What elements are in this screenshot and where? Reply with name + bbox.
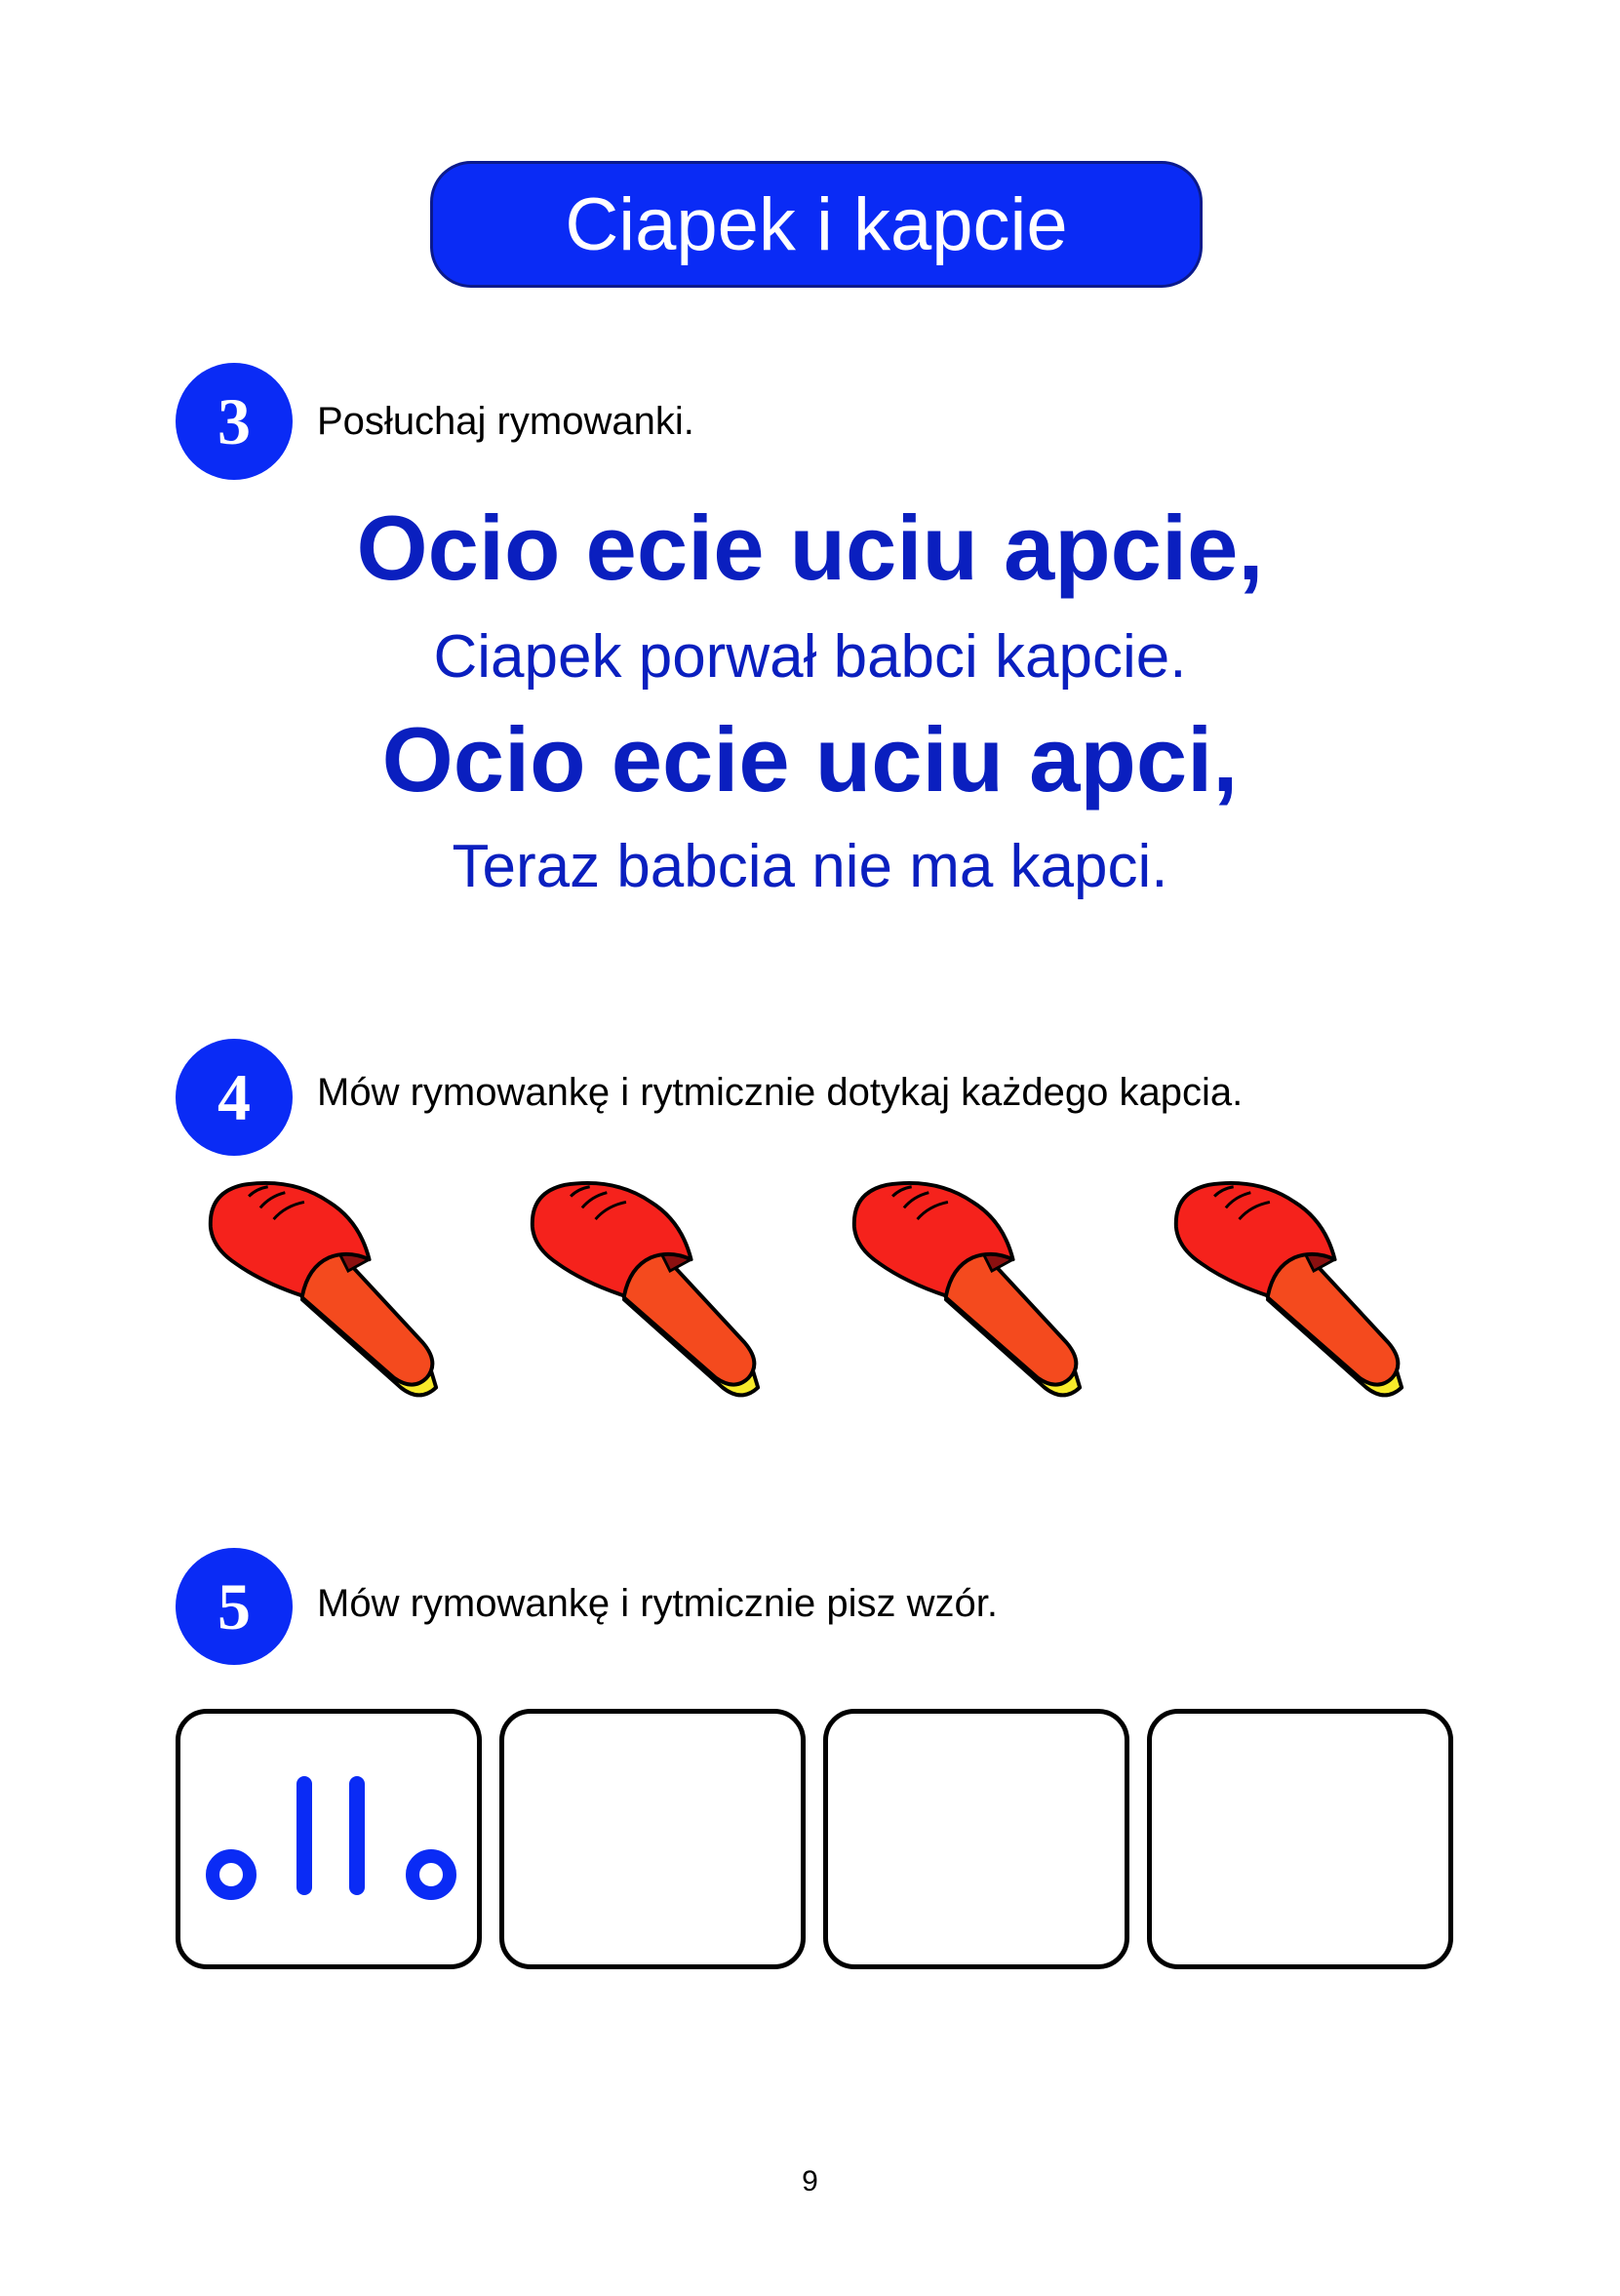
page-title-banner: [430, 161, 1203, 288]
rhyme-line-1: Ocio ecie uciu apcie,: [356, 496, 1264, 599]
pattern-writing-box[interactable]: [1147, 1709, 1453, 1969]
exercise-number: 4: [217, 1060, 251, 1134]
page-number: 9: [802, 2165, 818, 2197]
red-slipper-icon[interactable]: [1170, 1175, 1409, 1414]
page-title: Ciapek i kapcie: [565, 182, 1068, 266]
rhyme-line-3: Ocio ecie uciu apci,: [381, 708, 1239, 811]
exercise-number: 5: [217, 1569, 251, 1643]
pattern-example-icon: [180, 1714, 477, 1964]
rhyme-line-2: Ciapek porwał babci kapcie.: [433, 623, 1187, 691]
red-slipper-icon[interactable]: [527, 1175, 766, 1414]
red-slipper-icon[interactable]: [205, 1175, 444, 1414]
exercise-4-badge: [176, 1039, 293, 1156]
exercise-5-badge: [176, 1548, 293, 1665]
exercise-3-badge: [176, 363, 293, 480]
pattern-example-box: [176, 1709, 482, 1969]
exercise-4-instruction: Mów rymowankę i rytmicznie dotykaj każdego kapcia.: [317, 1071, 1244, 1114]
red-slipper-icon[interactable]: [849, 1175, 1087, 1414]
exercise-5-instruction: Mów rymowankę i rytmicznie pisz wzór.: [317, 1582, 998, 1625]
exercise-number: 3: [217, 384, 251, 458]
pattern-writing-box[interactable]: [499, 1709, 806, 1969]
pattern-writing-box[interactable]: [823, 1709, 1129, 1969]
rhyme-line-4: Teraz babcia nie ma kapci.: [452, 833, 1168, 900]
exercise-3-instruction: Posłuchaj rymowanki.: [317, 400, 694, 443]
